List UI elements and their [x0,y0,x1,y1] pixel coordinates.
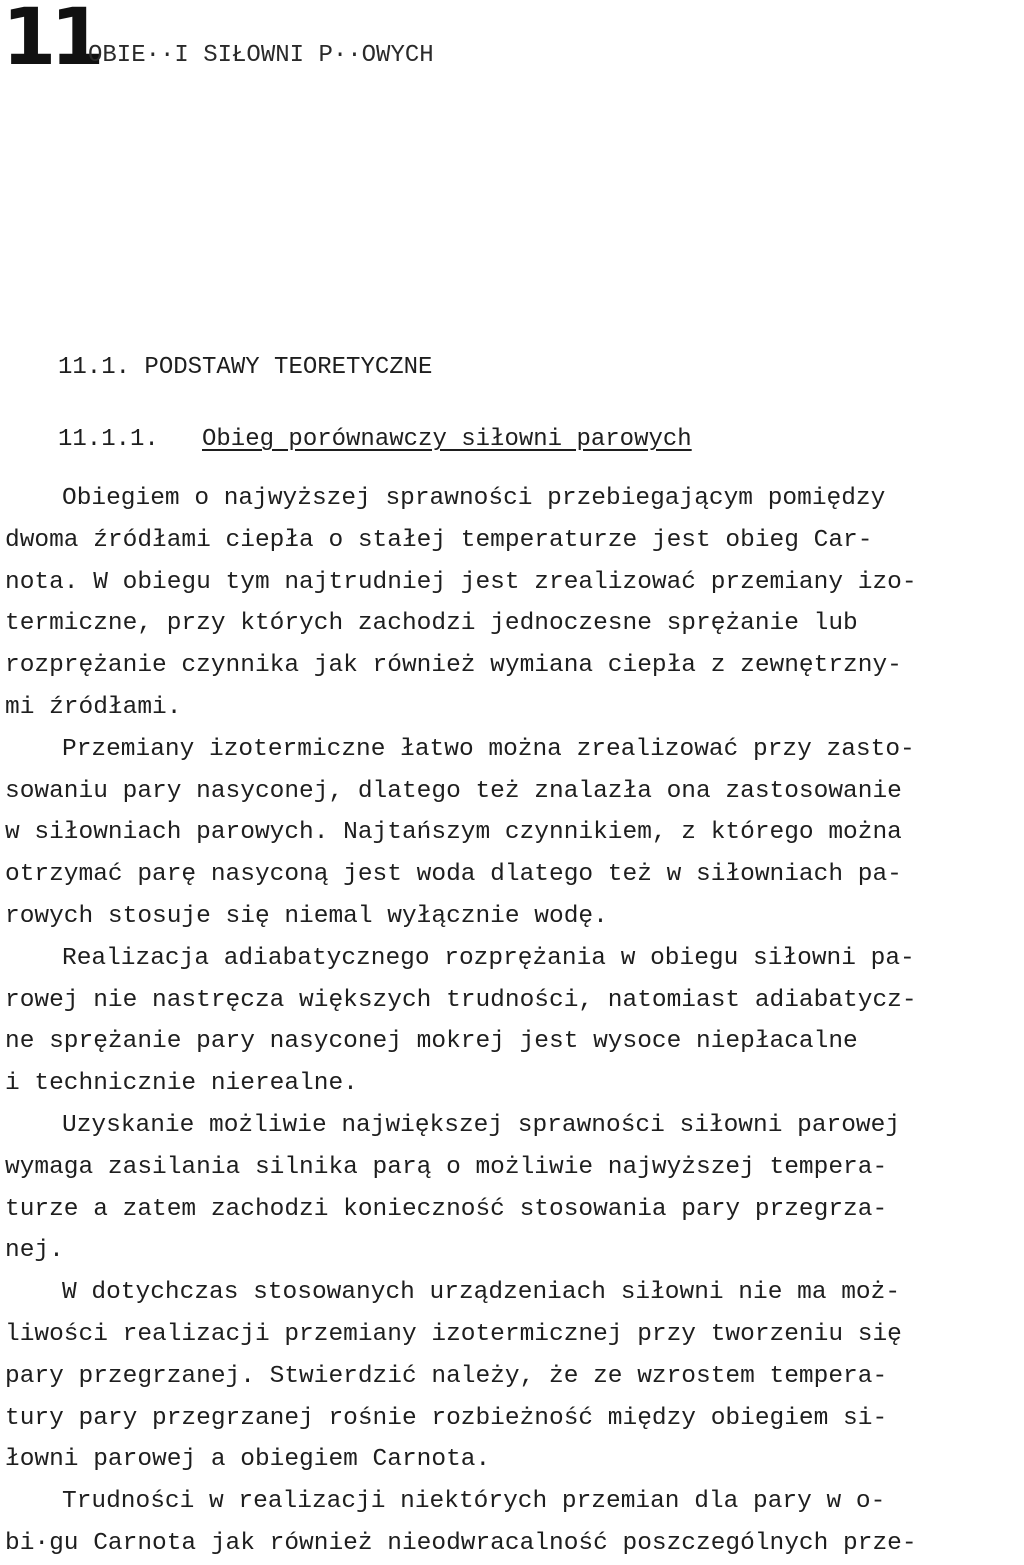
text-line: sowaniu pary nasyconej, dlatego też znalazła ona zastosowanie [5,777,902,805]
chapter-title: OBIE··I SIŁOWNI P··OWYCH [88,42,434,69]
text-line: nota. W obiegu tym najtrudniej jest zrealizować przemiany izo- [5,568,917,596]
text-line: rozprężanie czynnika jak również wymiana ciepła z zewnętrzny- [5,652,902,680]
chapter-number: 11 [2,0,99,83]
text-line: pary przegrzanej. Stwierdzić należy, że ze wzrostem tempera- [5,1362,888,1390]
text-line: w siłowniach parowych. Najtańszym czynnikiem, z którego można [5,819,902,847]
subsection-number: 11.1.1. [58,426,159,453]
text-line: termiczne, przy których zachodzi jednoczesne sprężanie lub [5,610,858,638]
text-line: Uzyskanie możliwie największej sprawności siłowni parowej [62,1111,901,1139]
text-line: nej. [5,1237,64,1265]
text-line: Realizacja adiabatycznego rozprężania w obiegu siłowni pa- [62,944,915,972]
body-text [0,478,1024,1565]
text-line: turze a zatem zachodzi konieczność stosowania pary przegrza- [5,1195,888,1223]
text-line: Trudności w realizacji niektórych przemian dla pary w o- [62,1488,886,1516]
section-title: 11.1. PODSTAWY TEORETYCZNE [58,354,433,381]
text-line: ne sprężanie pary nasyconej mokrej jest wysoce niepłacalne [5,1028,858,1056]
text-line: bi·gu Carnota jak również nieodwracalność poszczególnych prze- [5,1529,917,1557]
text-line: W dotychczas stosowanych urządzeniach siłowni nie ma moż- [62,1279,901,1307]
text-line: dwoma źródłami ciepła o stałej temperaturze jest obieg Car- [5,526,873,554]
text-line: tury pary przegrzanej rośnie rozbieżność między obiegiem si- [5,1404,888,1432]
text-line: Przemiany izotermiczne łatwo można zrealizować przy zasto- [62,735,915,763]
subsection-title: Obieg porównawczy siłowni parowych [202,426,692,453]
text-line: rowych stosuje się niemal wyłącznie wodę. [5,902,608,930]
text-line: Obiegiem o najwyższej sprawności przebiegającym pomiędzy [62,485,886,512]
text-line: rowej nie nastręcza większych trudności, natomiast adiabatycz- [5,986,917,1014]
text-line: wymaga zasilania silnika parą o możliwie najwyższej tempera- [5,1153,888,1181]
text-line: mi źródłami. [5,693,182,721]
text-line: i technicznie nierealne. [5,1070,358,1098]
text-line: otrzymać parę nasyconą jest woda dlatego też w siłowniach pa- [5,861,902,889]
text-line: łowni parowej a obiegiem Carnota. [5,1446,491,1474]
text-line: liwości realizacji przemiany izotermicznej przy tworzeniu się [5,1320,902,1348]
